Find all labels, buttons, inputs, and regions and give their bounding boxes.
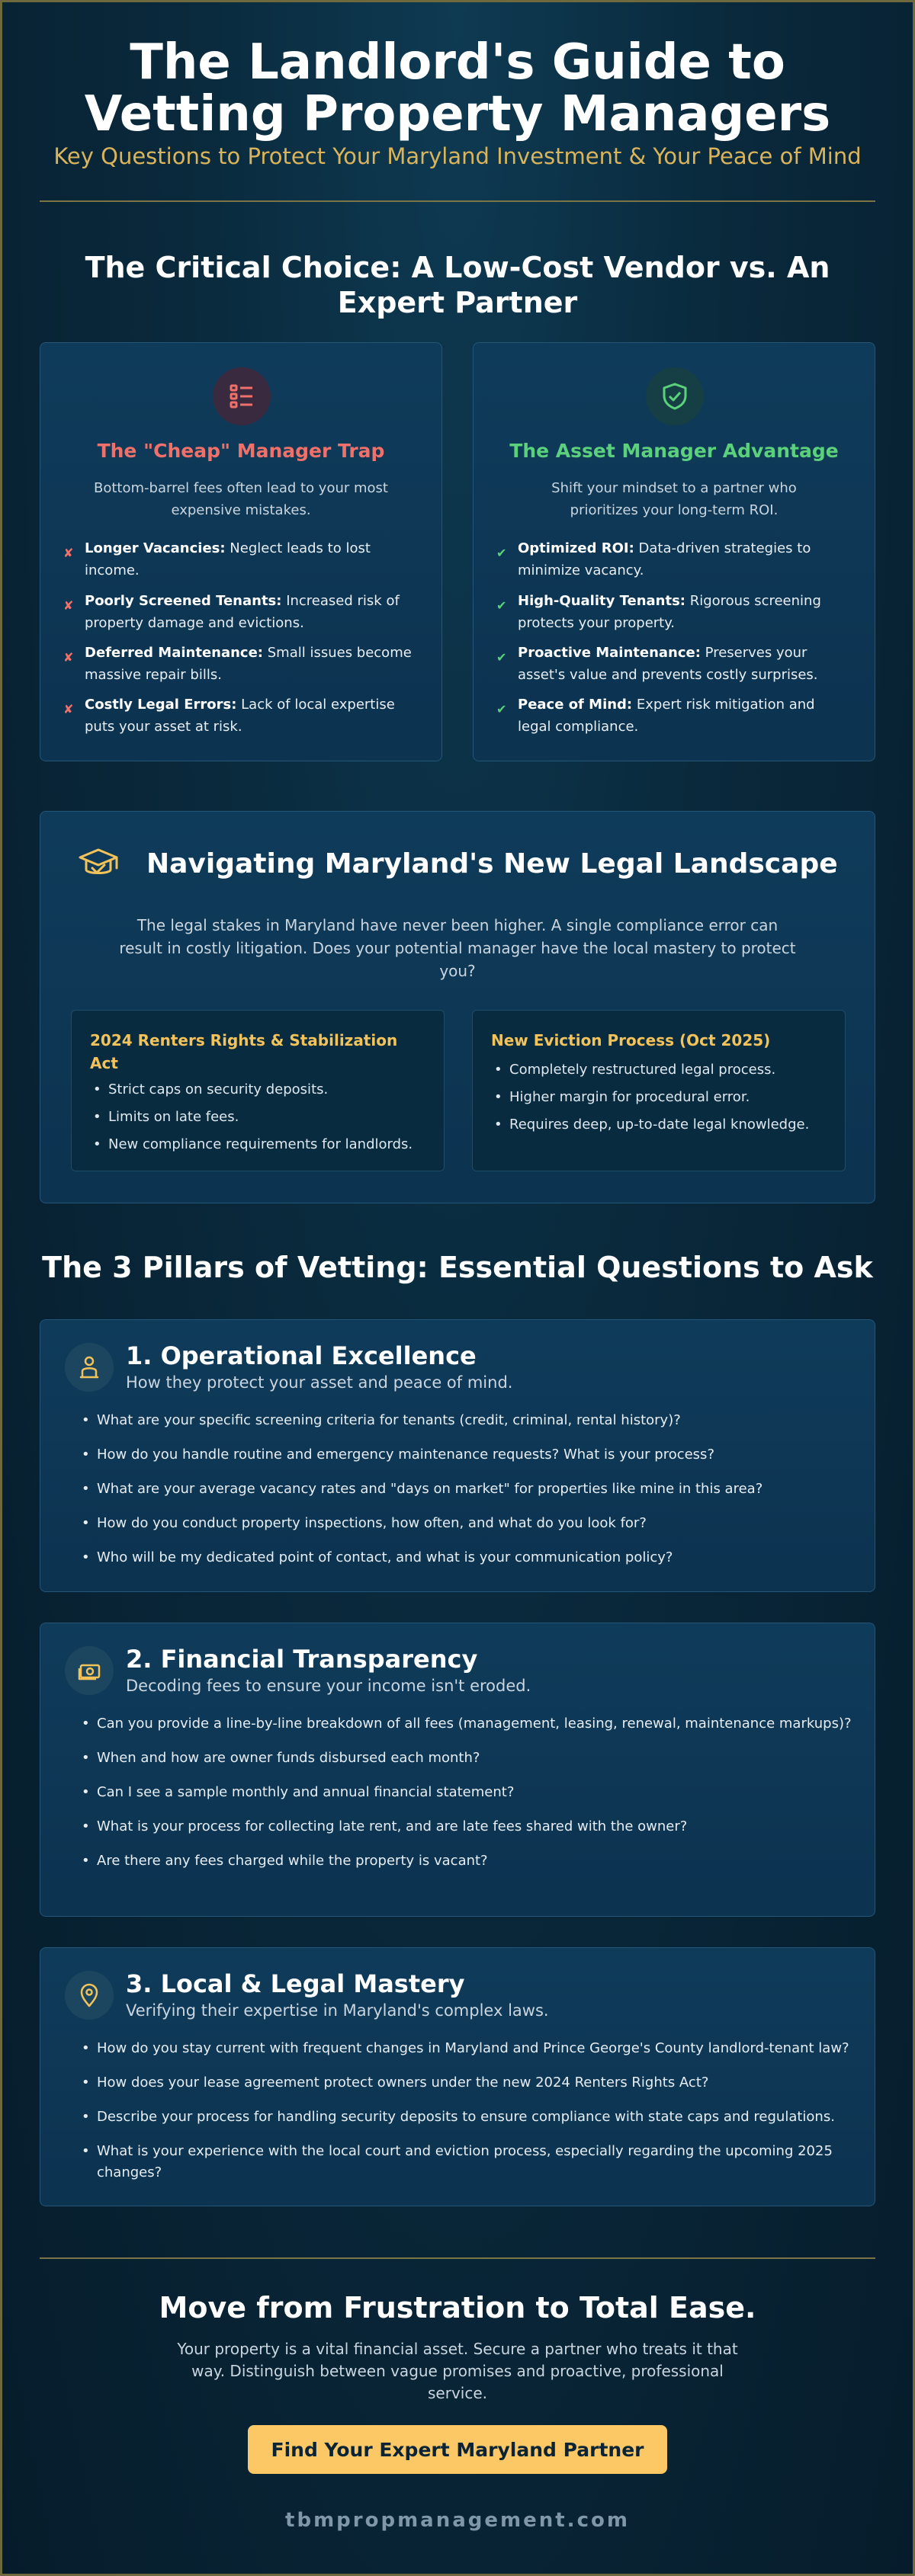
renters-rights-act-title: 2024 Renters Rights & Stabilization Act [90, 1031, 398, 1072]
legal-bullet: • Requires deep, up-to-date legal knowledge. [491, 1111, 830, 1139]
pillar-subtitle: Decoding fees to ensure your income isn't eroded. [126, 1677, 531, 1695]
legal-landscape-section [40, 811, 875, 1203]
legal-bullet: • Completely restructured legal process. [491, 1056, 830, 1084]
question-item: • How do you stay current with frequent changes in Maryland and Prince George's County landlord-tenant law? [77, 2038, 852, 2059]
expert-point: ✔ Proactive Maintenance: Preserves your asset's value and prevents costly surprises. [496, 645, 818, 683]
renters-rights-act-box [71, 1010, 445, 1171]
question-item: • What is your experience with the local court and eviction process, especially regarding the upcoming 2025 changes? [77, 2141, 852, 2184]
cheap-point: ✘ Longer Vacancies: Neglect leads to lost income. [63, 540, 371, 578]
gavel-icon [75, 845, 121, 886]
page-title: The Landlord's Guide to Vetting Property Managers [84, 34, 831, 143]
location-pin-icon [65, 1971, 114, 2020]
cheap-point: ✘ Costly Legal Errors: Lack of local expertise puts your asset at risk. [63, 697, 395, 735]
legal-bullet: • Higher margin for procedural error. [491, 1084, 830, 1111]
x-icon: ✘ [63, 650, 74, 665]
pillar-operational-card [40, 1319, 875, 1592]
legal-section-title: Navigating Maryland's New Legal Landscape [146, 848, 838, 879]
question-item: • How do you handle routine and emergency maintenance requests? What is your process? [77, 1444, 852, 1466]
legal-bullet: • Limits on late fees. [90, 1104, 429, 1131]
question-item: • Can I see a sample monthly and annual financial statement? [77, 1782, 852, 1803]
list-icon [213, 367, 271, 425]
cheap-point: ✘ Deferred Maintenance: Small issues become massive repair bills. [63, 645, 412, 683]
legal-section-description: The legal stakes in Maryland have never been higher. A single compliance error can result in costly litigation. Does your potential manager have the local mastery to protect you? [119, 916, 796, 980]
cheap-card-heading: The "Cheap" Manager Trap [97, 440, 385, 462]
website-link[interactable]: tbmpropmanagement.com [285, 2509, 630, 2532]
pillar-title: 1. Operational Excellence [126, 1341, 477, 1370]
x-icon: ✘ [63, 598, 74, 613]
question-item: • What are your specific screening criteria for tenants (credit, criminal, rental history)? [77, 1410, 852, 1431]
cta-title: Move from Frustration to Total Ease. [159, 2291, 756, 2324]
check-icon: ✔ [496, 702, 507, 716]
question-item: • What are your average vacancy rates and "days on market" for properties like mine in this area? [77, 1479, 852, 1500]
cheap-card-description: Bottom-barrel fees often lead to your most expensive mistakes. [94, 480, 388, 518]
eviction-process-title: New Eviction Process (Oct 2025) [491, 1031, 771, 1049]
question-item: • Who will be my dedicated point of contact, and what is your communication policy? [77, 1547, 852, 1568]
pillar-subtitle: How they protect your asset and peace of mind. [126, 1373, 513, 1392]
check-icon: ✔ [496, 546, 507, 560]
legal-bullet: • Strict caps on security deposits. [90, 1076, 429, 1104]
eviction-process-box [472, 1010, 846, 1171]
question-item: • How do you conduct property inspections, how often, and what do you look for? [77, 1513, 852, 1534]
pillar-title: 2. Financial Transparency [126, 1645, 478, 1674]
pillars-section-title: The 3 Pillars of Vetting: Essential Questions to Ask [42, 1251, 873, 1284]
expert-point: ✔ High-Quality Tenants: Rigorous screening protects your property. [496, 593, 821, 631]
person-icon [65, 1343, 114, 1392]
check-icon: ✔ [496, 650, 507, 665]
pillar-title: 3. Local & Legal Mastery [126, 1969, 465, 1998]
question-item: • What is your process for collecting late rent, and are late fees shared with the owner? [77, 1816, 852, 1837]
expert-point: ✔ Optimized ROI: Data-driven strategies to minimize vacancy. [496, 540, 811, 578]
cta-description: Your property is a vital financial asset. Secure a partner who treats it that way. Distinguish between vague promises and proactive, professional service. [177, 2340, 738, 2402]
question-item: • Are there any fees charged while the property is vacant? [77, 1850, 852, 1872]
page-subtitle: Key Questions to Protect Your Maryland Investment & Your Peace of Mind [53, 143, 862, 169]
question-item: • Can you provide a line-by-line breakdown of all fees (management, leasing, renewal, maintenance markups)? [77, 1713, 852, 1735]
x-icon: ✘ [63, 546, 74, 560]
choice-section-title: The Critical Choice: A Low-Cost Vendor vs. An Expert Partner [85, 251, 830, 319]
question-item: • Describe your process for handling security deposits to ensure compliance with state caps and regulations. [77, 2107, 852, 2128]
shield-check-icon [646, 367, 704, 425]
question-item: • When and how are owner funds disbursed each month? [77, 1748, 852, 1769]
find-partner-button[interactable]: Find Your Expert Maryland Partner [248, 2425, 667, 2474]
header-divider [40, 200, 875, 202]
cheap-point: ✘ Poorly Screened Tenants: Increased risk of property damage and evictions. [63, 593, 400, 631]
expert-card-heading: The Asset Manager Advantage [509, 440, 839, 462]
footer-divider [40, 2257, 875, 2259]
question-item: • How does your lease agreement protect owners under the new 2024 Renters Rights Act? [77, 2072, 852, 2094]
cheap-manager-card [40, 342, 442, 761]
money-icon [65, 1646, 114, 1695]
expert-manager-card [473, 342, 875, 761]
pillar-subtitle: Verifying their expertise in Maryland's complex laws. [126, 2001, 549, 2020]
x-icon: ✘ [63, 702, 74, 716]
pillar-legal-card [40, 1947, 875, 2206]
check-icon: ✔ [496, 598, 507, 613]
pillar-financial-card [40, 1623, 875, 1917]
expert-point: ✔ Peace of Mind: Expert risk mitigation and legal compliance. [496, 697, 815, 735]
expert-card-description: Shift your mindset to a partner who prioritizes your long-term ROI. [551, 480, 797, 518]
legal-bullet: • New compliance requirements for landlords. [90, 1131, 429, 1158]
